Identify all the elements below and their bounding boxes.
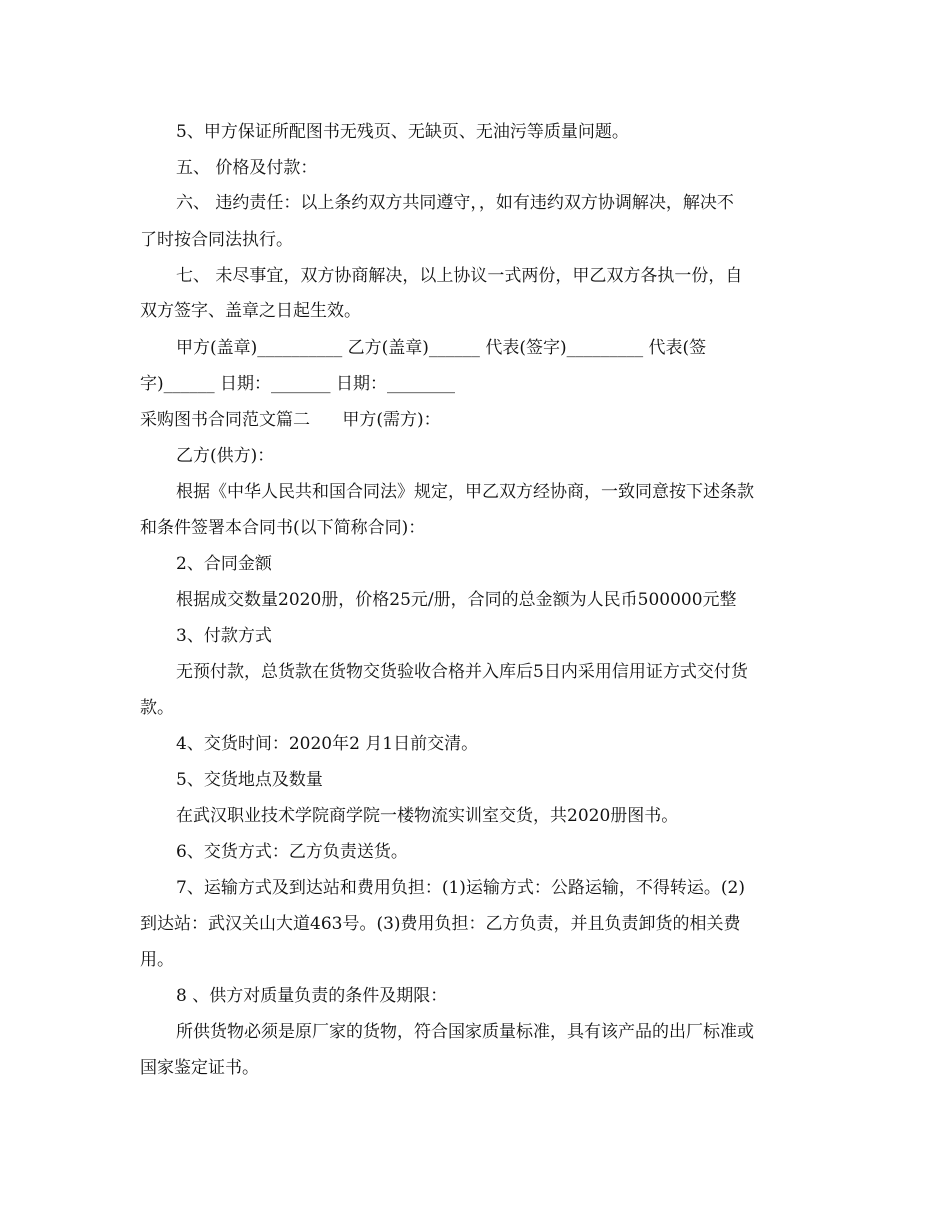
clause-heading: 8 、供方对质量负责的条件及期限： — [176, 986, 448, 1006]
text-line: 到达站：武汉关山大道463号。(3)费用负担：乙方负责，并且负责卸货的相关费 — [140, 914, 741, 934]
text-line: 在武汉职业技术学院商学院一楼物流实训室交货，共2020册图书。 — [176, 806, 679, 826]
text-line: 国家鉴定证书。 — [140, 1058, 259, 1078]
text-line: 用。 — [140, 950, 174, 970]
section-heading: 五、 价格及付款： — [176, 158, 318, 178]
text-line: 款。 — [140, 698, 174, 718]
section-title: 采购图书合同范文篇二 甲方(需方)： — [140, 410, 441, 430]
text-line: 所供货物必须是原厂家的货物，符合国家质量标准，具有该产品的出厂标准或 — [176, 1022, 754, 1042]
clause-heading: 4、交货时间：2020年2 月1日前交清。 — [176, 734, 479, 754]
clause-heading: 2、合同金额 — [176, 554, 272, 574]
text-line: 七、 未尽事宜，双方协商解决，以上协议一式两份，甲乙双方各执一份，自 — [176, 266, 743, 286]
text-line: 根据《中华人民共和国合同法》规定，甲乙双方经协商，一致同意按下述条款 — [176, 482, 754, 502]
clause-heading: 5、交货地点及数量 — [176, 770, 323, 790]
text-line: 乙方(供方)： — [176, 446, 275, 466]
signature-line: 甲方(盖章)__________ 乙方(盖章)______ 代表(签字)_________ 代表(签 — [176, 338, 707, 358]
text-line: 7、运输方式及到达站和费用负担：(1)运输方式：公路运输，不得转运。(2) — [176, 878, 745, 898]
text-line: 和条件签署本合同书(以下简称合同)： — [140, 518, 426, 538]
text-line: 了时按合同法执行。 — [140, 230, 293, 250]
text-line: 无预付款，总货款在货物交货验收合格并入库后5日内采用信用证方式交付货 — [176, 662, 748, 682]
text-line: 5、甲方保证所配图书无残页、无缺页、无油污等质量问题。 — [176, 122, 629, 142]
text-line: 根据成交数量2020册，价格25元/册，合同的总金额为人民币500000元整 — [176, 590, 737, 610]
clause-heading: 3、付款方式 — [176, 626, 272, 646]
signature-line: 字)______ 日期：_______ 日期：________ — [140, 374, 455, 394]
clause-heading: 6、交货方式：乙方负责送货。 — [176, 842, 408, 862]
text-line: 六、 违约责任：以上条约双方共同遵守，，如有违约双方协调解决，解决不 — [176, 193, 734, 213]
text-line: 双方签字、盖章之日起生效。 — [140, 301, 361, 321]
